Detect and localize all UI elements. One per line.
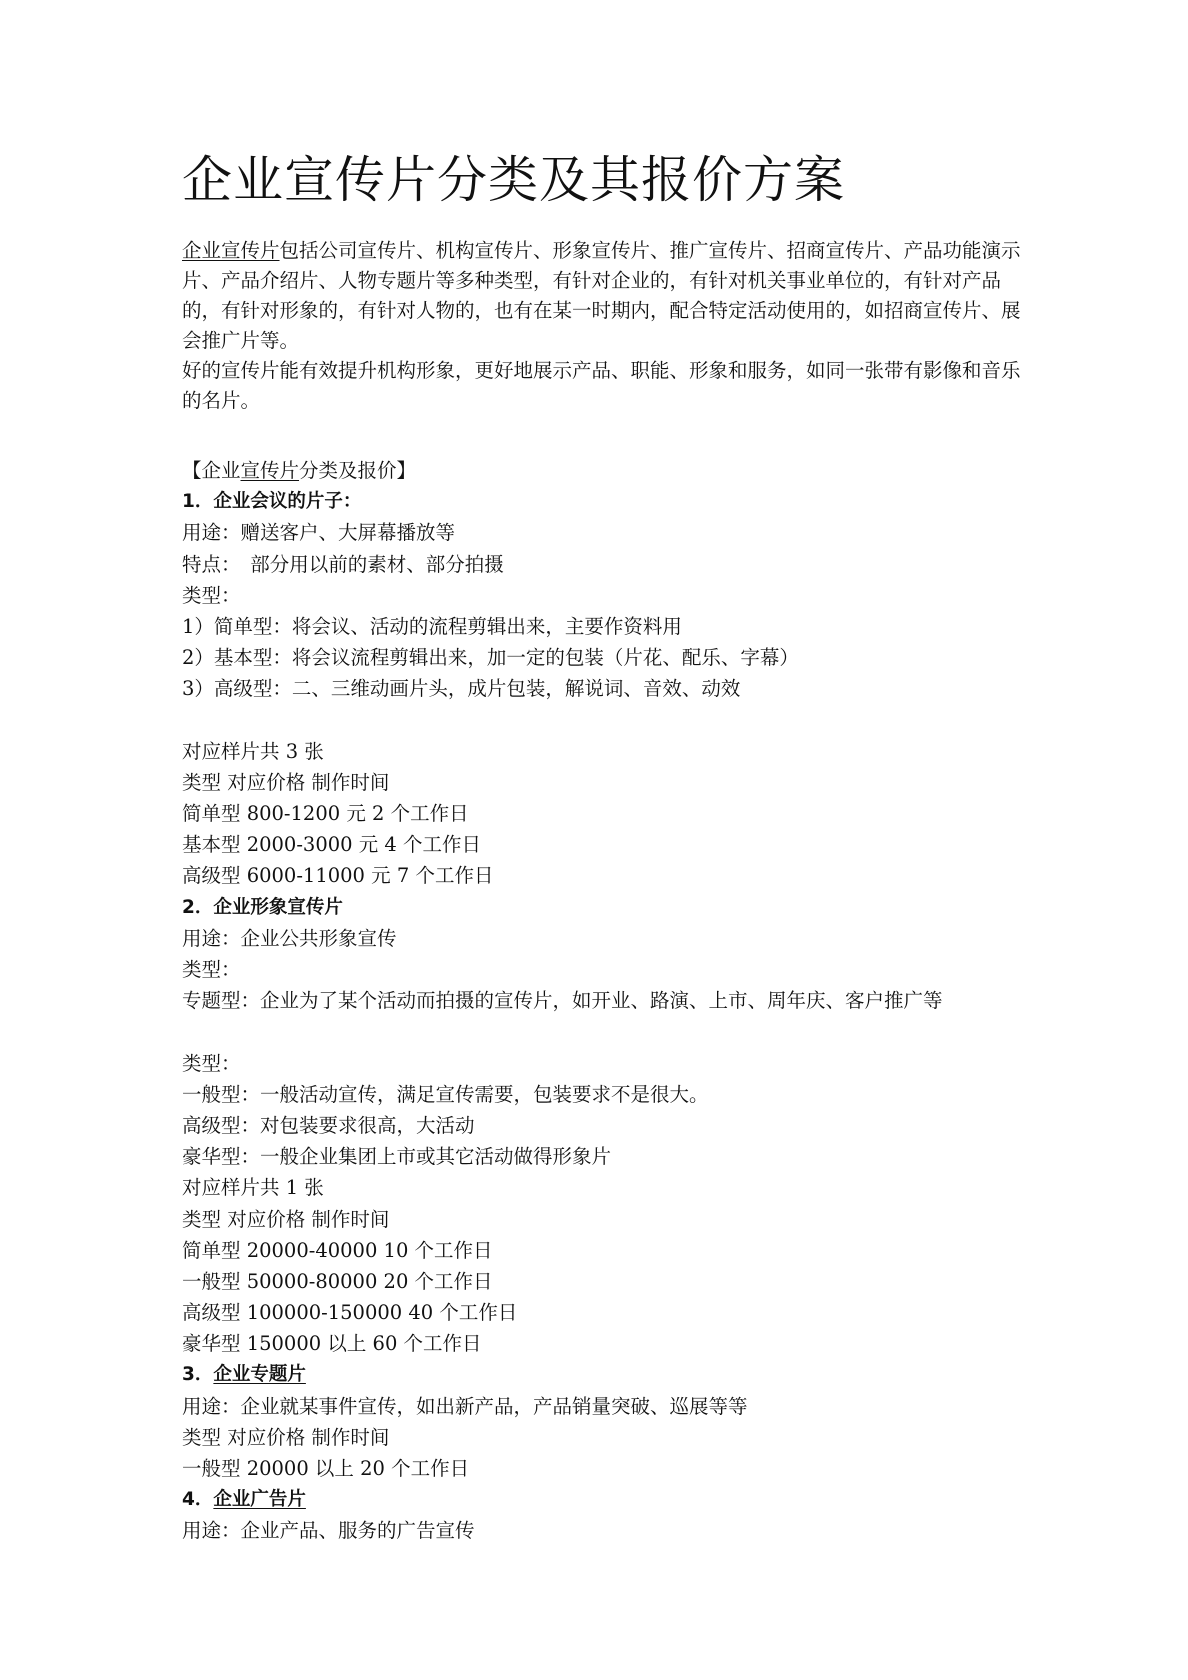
s1-type-1: 1）简单型：将会议、活动的流程剪辑出来，主要作资料用 xyxy=(182,614,682,638)
s4-heading-number: 4． xyxy=(182,1489,214,1511)
spacer xyxy=(182,705,1022,736)
s2-usage: 用途：企业公共形象宣传 xyxy=(182,926,397,950)
s2-grade-3: 豪华型：一般企业集团上市或其它活动做得形象片 xyxy=(182,1145,612,1169)
s1-row-3: 高级型 6000-11000 元 7 个工作日 xyxy=(182,864,494,888)
spacer xyxy=(182,1016,1022,1047)
s3-table-header: 类型 对应价格 制作时间 xyxy=(182,1425,390,1449)
intro-paragraph-1 xyxy=(182,236,1022,356)
s3-usage: 用途：企业就某事件宣传，如出新产品，产品销量突破、巡展等等 xyxy=(182,1394,748,1418)
s1-heading: 1．企业会议的片子： xyxy=(182,491,362,513)
link-enterprise-promo[interactable]: 企业宣传片 xyxy=(182,239,280,262)
link-ad-video[interactable]: 企业广告片 xyxy=(213,1489,306,1511)
s2-special-type: 专题型：企业为了某个活动而拍摄的宣传片，如开业、路演、上市、周年庆、客户推广等 xyxy=(182,989,943,1013)
s1-type-2: 2）基本型：将会议流程剪辑出来，加一定的包装（片花、配乐、字幕） xyxy=(182,646,799,670)
s2-type-label: 类型： xyxy=(182,958,241,981)
s2-row-1: 简单型 20000-40000 10 个工作日 xyxy=(182,1238,493,1262)
intro-section xyxy=(182,236,1022,416)
section-heading xyxy=(182,455,1022,486)
s1-table-header: 类型 对应价格 制作时间 xyxy=(182,770,390,794)
s2-grade-2: 高级型：对包装要求很高，大活动 xyxy=(182,1113,475,1137)
document-title: 企业宣传片分类及其报价方案 xyxy=(182,151,845,209)
s1-usage: 用途：赠送客户、大屏幕播放等 xyxy=(182,521,456,545)
s4-heading xyxy=(182,1484,1022,1515)
link-promo-video[interactable]: 宣传片 xyxy=(240,459,300,482)
s2-samples: 对应样片共 1 张 xyxy=(182,1176,324,1200)
s2-type-label-2: 类型： xyxy=(182,1051,241,1075)
s2-row-3: 高级型 100000-150000 40 个工作日 xyxy=(182,1301,518,1325)
intro-paragraph-1-text: 包括公司宣传片、机构宣传片、形象宣传片、推广宣传片、招商宣传片、产品功能演示片、产品介绍片、人物专题片等多种类型，有针对企业的，有针对机关事业单位的，有针对产品的，有针对形象的，有针对人物的，也有在某一时期内，配合特定活动使用的，如招商宣传片、展会推广片等。 xyxy=(182,239,1021,352)
s1-type-3: 3）高级型：二、三维动画片头，成片包装，解说词、音效、动效 xyxy=(182,677,741,701)
s1-samples: 对应样片共 3 张 xyxy=(182,739,324,763)
s3-heading xyxy=(182,1359,1022,1390)
s1-feature: 特点： 部分用以前的素材、部分拍摄 xyxy=(182,552,504,576)
s2-heading: 2．企业形象宣传片 xyxy=(182,896,343,918)
s3-heading-number: 3． xyxy=(182,1364,214,1386)
s3-row-1: 一般型 20000 以上 20 个工作日 xyxy=(182,1457,470,1480)
s2-grade-1: 一般型：一般活动宣传，满足宣传需要，包装要求不是很大。 xyxy=(182,1082,709,1106)
intro-paragraph-2: 好的宣传片能有效提升机构形象，更好地展示产品、职能、形象和服务，如同一张带有影像和音乐的名片。 xyxy=(182,359,1021,412)
section-heading-close: 分类及报价】 xyxy=(299,459,417,482)
s1-row-2: 基本型 2000-3000 元 4 个工作日 xyxy=(182,833,482,857)
s2-row-4: 豪华型 150000 以上 60 个工作日 xyxy=(182,1332,482,1356)
s4-usage: 用途：企业产品、服务的广告宣传 xyxy=(182,1519,475,1543)
link-special-video[interactable]: 企业专题片 xyxy=(213,1364,306,1386)
section-heading-open: 【企业 xyxy=(182,459,241,482)
pricing-section xyxy=(182,455,1022,1547)
s2-table-header: 类型 对应价格 制作时间 xyxy=(182,1207,390,1231)
s1-row-1: 简单型 800-1200 元 2 个工作日 xyxy=(182,802,469,826)
s2-row-2: 一般型 50000-80000 20 个工作日 xyxy=(182,1269,493,1293)
s1-type-label: 类型： xyxy=(182,583,241,607)
